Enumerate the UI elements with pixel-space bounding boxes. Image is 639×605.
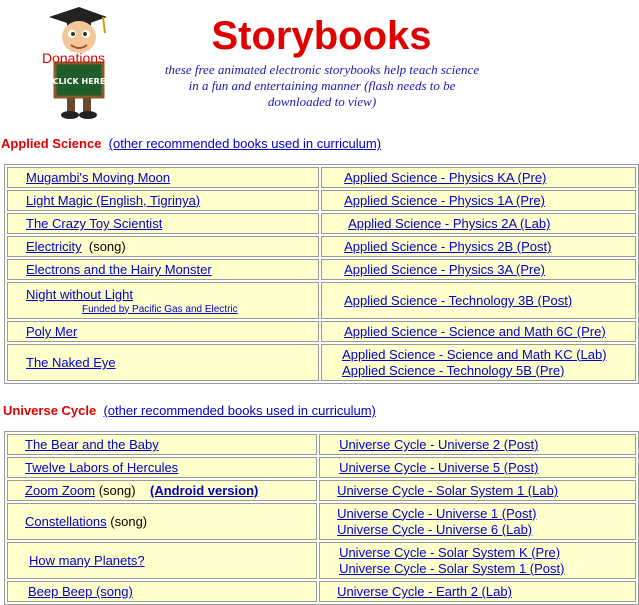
curriculum-item-link[interactable]: Applied Science - Physics 3A (Pre) [344, 262, 545, 277]
curriculum-item-link[interactable]: Universe Cycle - Universe 6 (Lab) [337, 521, 533, 537]
curriculum-item-link[interactable]: Universe Cycle - Solar System 1 (Post) [339, 560, 565, 576]
table-row [7, 236, 636, 257]
applied-science-table [4, 164, 639, 384]
table-row [7, 434, 636, 455]
table-row [7, 581, 636, 602]
table-row [7, 259, 636, 280]
book-link[interactable]: Mugambi's Moving Moon [26, 170, 171, 185]
table-row [7, 503, 636, 540]
book-link[interactable]: Electricity [26, 239, 82, 254]
table-row [7, 457, 636, 478]
donations-link[interactable]: Donations [42, 50, 106, 66]
table-row [7, 167, 636, 188]
sign-label: CLICK HERE [52, 77, 106, 86]
page-header [0, 0, 639, 130]
curriculum-item-link[interactable]: Applied Science - Physics KA (Pre) [344, 170, 547, 185]
song-note: (song) [88, 239, 126, 254]
table-row [7, 282, 636, 319]
book-link[interactable]: Night without Light [26, 286, 133, 302]
curriculum-item-link[interactable]: Applied Science - Science and Math 6C (Pre) [344, 324, 606, 339]
applied-science-heading [1, 136, 381, 151]
book-link[interactable]: How many Planets? [29, 553, 145, 568]
curriculum-item-link[interactable]: Universe Cycle - Earth 2 (Lab) [337, 584, 512, 599]
page-subtitle: these free animated electronic storybooks help teach science in a fun and entertaining manner (flash needs to be downloaded to view) [164, 62, 480, 109]
curriculum-link[interactable]: (other recommended books used in curriculum) [108, 136, 382, 151]
curriculum-item-link[interactable]: Applied Science - Physics 1A (Pre) [344, 193, 545, 208]
section-title: Universe Cycle [3, 403, 97, 418]
book-link[interactable]: Twelve Labors of Hercules [25, 460, 179, 475]
curriculum-item-link[interactable]: Applied Science - Physics 2A (Lab) [348, 216, 551, 231]
table-row [7, 213, 636, 234]
table-row [7, 542, 636, 579]
curriculum-item-link[interactable]: Universe Cycle - Universe 1 (Post) [337, 505, 537, 521]
funding-link[interactable]: Funded by Pacific Gas and Electric [82, 303, 238, 315]
curriculum-item-link[interactable]: Applied Science - Science and Math KC (Lab) [342, 346, 607, 362]
book-link[interactable]: The Bear and the Baby [25, 437, 159, 452]
curriculum-item-link[interactable]: Universe Cycle - Universe 2 (Post) [339, 437, 539, 452]
curriculum-item-link[interactable]: Universe Cycle - Universe 5 (Post) [339, 460, 539, 475]
curriculum-item-link[interactable]: Applied Science - Technology 3B (Post) [344, 293, 573, 308]
page-title: Storybooks [211, 14, 432, 58]
book-link[interactable]: The Crazy Toy Scientist [26, 216, 163, 231]
curriculum-item-link[interactable]: Universe Cycle - Solar System 1 (Lab) [337, 483, 559, 498]
universe-cycle-heading [3, 403, 376, 418]
book-link[interactable]: Light Magic (English, Tigrinya) [26, 193, 201, 208]
section-title: Applied Science [1, 136, 102, 151]
curriculum-item-link[interactable]: Applied Science - Physics 2B (Post) [344, 239, 552, 254]
song-note: (song) [110, 514, 148, 529]
curriculum-item-link[interactable]: Universe Cycle - Solar System K (Pre) [339, 544, 561, 560]
book-link[interactable]: The Naked Eye [26, 355, 116, 370]
table-row [7, 480, 636, 501]
curriculum-link[interactable]: (other recommended books used in curriculum) [103, 403, 376, 418]
universe-cycle-table [4, 431, 639, 605]
song-note: (song) [98, 483, 136, 498]
table-row [7, 344, 636, 381]
book-link[interactable]: Poly Mer [26, 324, 78, 339]
curriculum-item-link[interactable]: Applied Science - Technology 5B (Pre) [342, 362, 565, 378]
book-link[interactable]: Zoom Zoom [25, 483, 96, 498]
android-version-link[interactable]: (Android version) [150, 483, 259, 498]
book-link[interactable]: Electrons and the Hairy Monster [26, 262, 212, 277]
book-link[interactable]: Constellations [25, 514, 107, 529]
table-row [7, 321, 636, 342]
book-link[interactable]: Beep Beep (song) [28, 584, 133, 599]
table-row [7, 190, 636, 211]
